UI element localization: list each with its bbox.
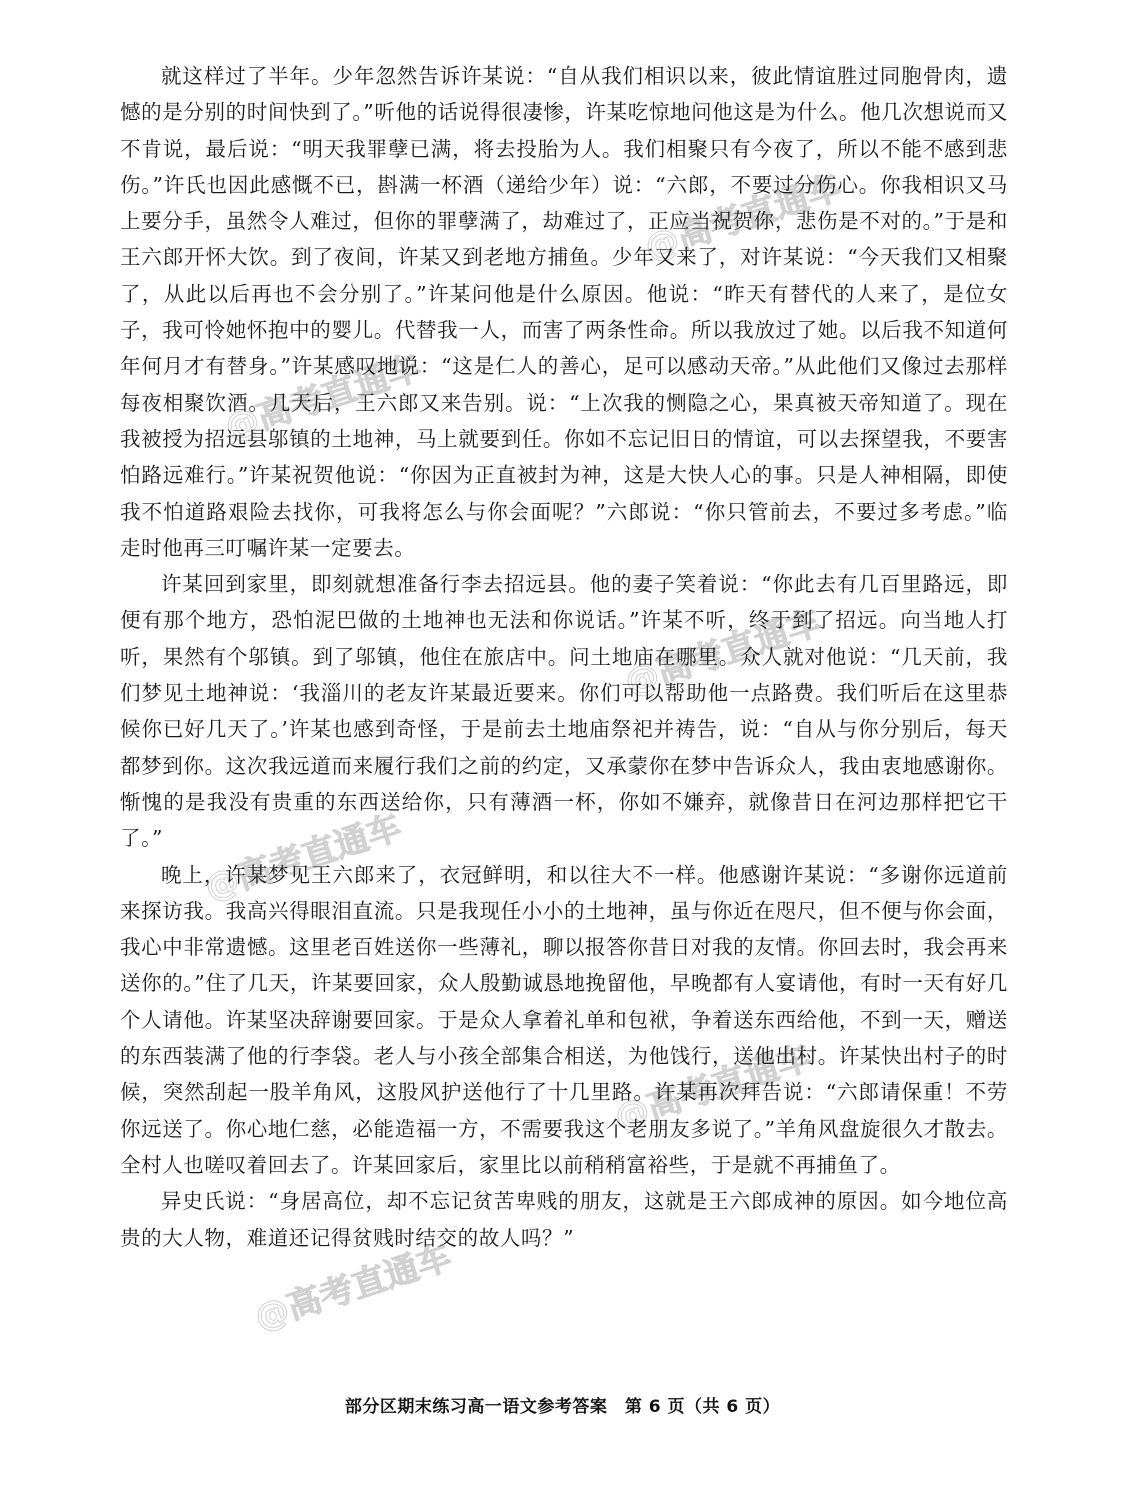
- watermark: @高考直通车: [249, 1237, 457, 1339]
- paragraph-3: 晚上，许某梦见王六郎来了，衣冠鲜明，和以往大不一样。他感谢许某说：“多谢你远道前来探访我。我高兴得眼泪直流。只是我现任小小的土地神，虽与你近在咫尺，但不便与你会面，我心中非常遗憾。这里老百姓送你一些薄礼，聊以报答你昔日对我的友情。你回去时，我会再来送你的。”住了几天，许某要回家，众人殷勤诚恳地挽留他，早晚都有人宴请他，有时一天有好几个人请他。许某坚决辞谢要回家。于是众人拿着礼单和包袱，争着送东西给他，不到一天，赠送的东西装满了他的行李袋。老人与小孩全部集合相送，为他饯行，送他出村。许某快出村子的时候，突然刮起一股羊角风，这股风护送他行了十几里路。许某再次拜告说：“六郎请保重！不劳你远送了。你心地仁慈，必能造福一方，不需要我这个老朋友多说了。”羊角风盘旋很久才散去。全村人也嗟叹着回去了。许某回家后，家里比以前稍稍富裕些，于是就不再捕鱼了。: [120, 862, 1008, 1177]
- paragraph-4: 异史氏说：“身居高位，却不忘记贫苦卑贱的朋友，这就是王六郎成神的原因。如今地位高贵的大人物，难道还记得贫贱时结交的故人吗？”: [120, 1189, 1008, 1250]
- watermark: @高考直通车: [199, 807, 407, 909]
- page-footer: 部分区期末练习高一语文参考答案 第 6 页（共 6 页）: [344, 1397, 781, 1417]
- paragraph-2: 许某回到家里，即刻就想准备行李去招远县。他的妻子笑着说：“你此去有几百里路远，即便有那个地方，恐怕泥巴做的土地神也无法和你说话。”许某不听，终于到了招远。向当地人打听，果然有个邬镇。到了邬镇，他住在旅店中。问土地庙在哪里。众人就对他说：“几天前，我们梦见土地神说：‘我淄川的老友许某最近要来。你们可以帮助他一点路费。我们听后在这里恭候你已好几天了。’许某也感到奇怪，于是前去土地庙祭祀并祷告，说：“自从与你分别后，每天都梦到你。这次我远道而来履行我们之前的约定，又承蒙你在梦中告诉众人，我由衷地感谢你。惭愧的是我没有贵重的东西送给你，只有薄酒一杯，你如不嫌弃，就像昔日在河边那样把它干了。”: [120, 572, 1008, 851]
- document-body: [120, 58, 1008, 1256]
- watermark: @高考直通车: [619, 602, 827, 704]
- watermark: @高考直通车: [639, 167, 847, 269]
- paragraph-1: 就这样过了半年。少年忽然告诉许某说：“自从我们相识以来，彼此情谊胜过同胞骨肉，遗憾的是分别的时间快到了。”听他的话说得很凄惨，许某吃惊地问他这是为什么。他几次想说而又不肯说，最后说：“明天我罪孽已满，将去投胎为人。我们相聚只有今夜了，所以不能不感到悲伤。”许氏也因此感慨不已，斟满一杯酒（递给少年）说：“六郎，不要过分伤心。你我相识又马上要分手，虽然令人难过，但你的罪孽满了，劫难过了，正应当祝贺你，悲伤是不对的。”于是和王六郎开怀大饮。到了夜间，许某又到老地方捕鱼。少年又来了，对许某说：“今天我们又相聚了，从此以后再也不会分别了。”许某问他是什么原因。他说：“昨天有替代的人来了，是位女子，我可怜她怀抱中的婴儿。代替我一人，而害了两条性命。所以我放过了她。以后我不知道何年何月才有替身。”许某感叹地说：“这是仁人的善心，足可以感动天帝。”从此他们又像过去那样每夜相聚饮酒。几天后，王六郎又来告别。说：“上次我的恻隐之心，果真被天帝知道了。现在我被授为招远县邬镇的土地神，马上就要到任。你如不忘记旧日的情谊，可以去探望我，不要害怕路远难行。”许某祝贺他说：“你因为正直被封为神，这是大快人心的事。只是人神相隔，即使我不怕道路艰险去找你，可我将怎么与你会面呢？”六郎说：“你只管前去，不要过多考虑。”临走时他再三叮嘱许某一定要去。: [120, 64, 1008, 560]
- watermark: @高考直通车: [609, 1037, 817, 1139]
- watermark: @高考直通车: [219, 347, 427, 449]
